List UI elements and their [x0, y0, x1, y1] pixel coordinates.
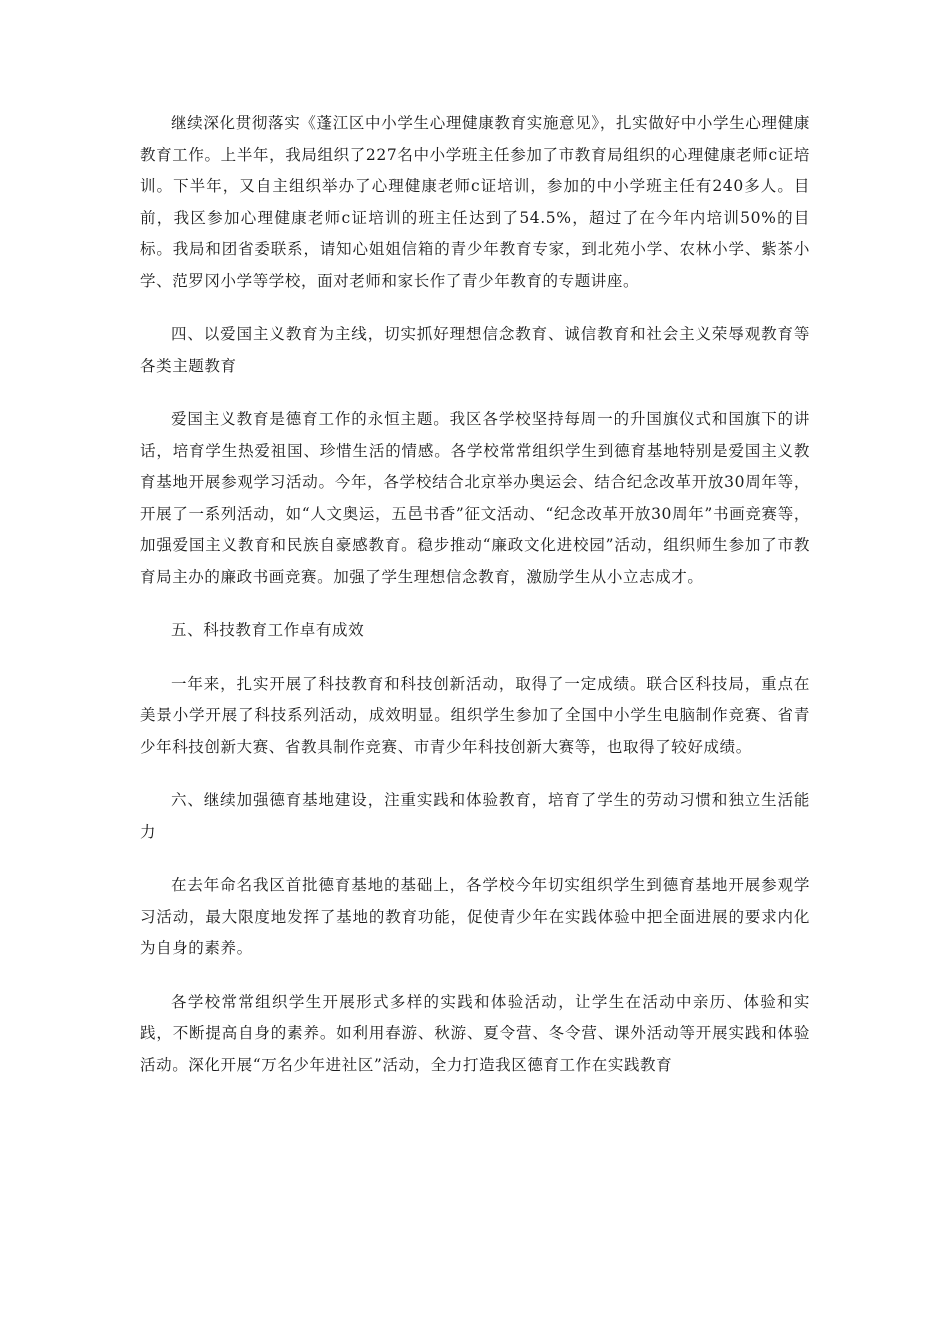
- paragraph-base-building: 在去年命名我区首批德育基地的基础上，各学校今年切实组织学生到德育基地开展参观学习活动，最大限度地发挥了基地的教育功能，促使青少年在实践体验中把全面进展的要求内化为自身的素养。: [140, 876, 810, 957]
- section-heading-5: 五、科技教育工作卓有成效: [171, 621, 365, 639]
- section-heading-6: 六、继续加强德育基地建设，注重实践和体验教育，培育了学生的劳动习惯和独立生活能力: [140, 791, 810, 841]
- paragraph-science: 一年来，扎实开展了科技教育和科技创新活动，取得了一定成绩。联合区科技局，重点在美景小学开展了科技系列活动，成效明显。组织学生参加了全国中小学生电脑制作竞赛、省青少年科技创新大赛、省教具制作竞赛、市青少年科技创新大赛等，也取得了较好成绩。: [140, 674, 810, 756]
- paragraph-patriotism: 爱国主义教育是德育工作的永恒主题。我区各学校坚持每周一的升国旗仪式和国旗下的讲话，培育学生热爱祖国、珍惜生活的情感。各学校常常组织学生到德育基地特别是爱国主义教育基地开展参观学习活动。今年，各学校结合北京举办奥运会、结合纪念改革开放30周年等，开展了一系列活动，如“人文奥运，五邑书香”征文活动、“纪念改革开放30周年”书画竞赛等，加强爱国主义教育和民族自豪感教育。稳步推动“廉政文化进校园”活动，组织师生参加了市教育局主办的廉政书画竞赛。加强了学生理想信念教育，激励学生从小立志成才。: [140, 410, 810, 586]
- paragraph-practice: 各学校常常组织学生开展形式多样的实践和体验活动，让学生在活动中亲历、体验和实践，不断提高自身的素养。如利用春游、秋游、夏令营、冬令营、课外活动等开展实践和体验活动。深化开展“万名少年进社区”活动，全力打造我区德育工作在实践教育: [140, 992, 810, 1074]
- document-body: [140, 108, 810, 1103]
- paragraph-mental-health: 继续深化贯彻落实《蓬江区中小学生心理健康教育实施意见》，扎实做好中小学生心理健康教育工作。上半年，我局组织了227名中小学班主任参加了市教育局组织的心理健康老师c证培训。下半年，又自主组织举办了心理健康老师c证培训，参加的中小学班主任有240多人。目前，我区参加心理健康老师c证培训的班主任达到了54.5%，超过了在今年内培训50%的目标。我局和团省委联系，请知心姐姐信箱的青少年教育专家，到北苑小学、农林小学、紫茶小学、范罗冈小学等学校，面对老师和家长作了青少年教育的专题讲座。: [140, 114, 810, 290]
- section-heading-4: 四、以爱国主义教育为主线，切实抓好理想信念教育、诚信教育和社会主义荣辱观教育等各类主题教育: [140, 325, 810, 375]
